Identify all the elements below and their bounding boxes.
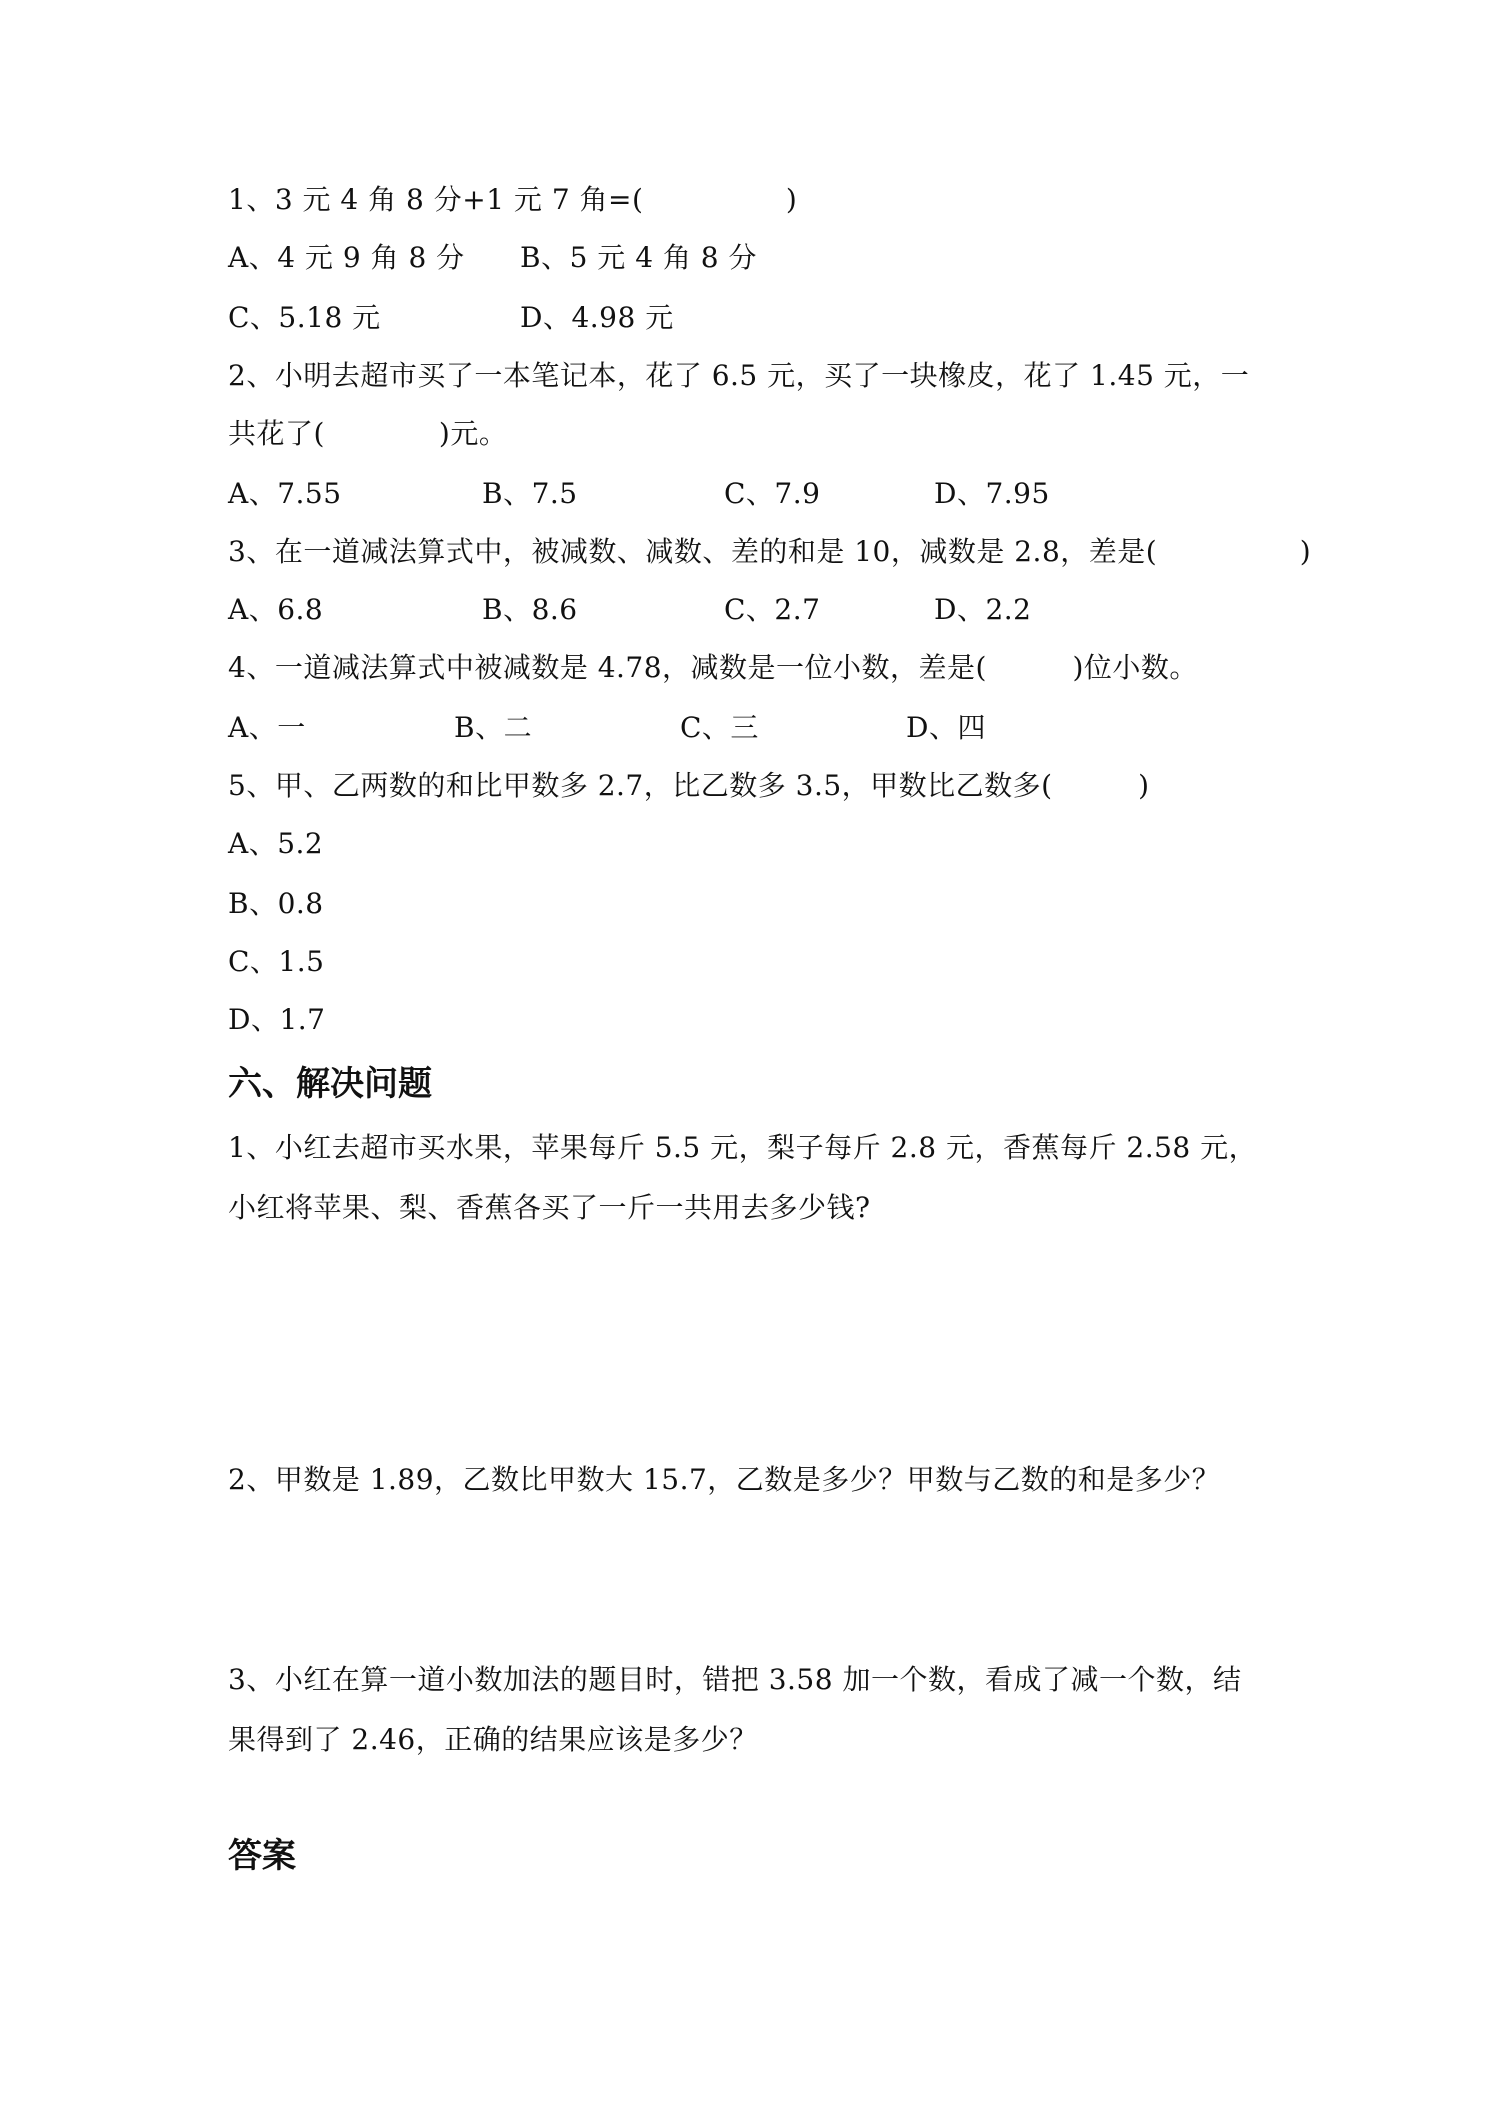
section-heading-problem-solving: 六、解决问题 [228,1064,432,1104]
problem-1-line-1: 1、小红去超市买水果，苹果每斤 5.5 元，梨子每斤 2.8 元，香蕉每斤 2.58 元， [228,1131,1258,1164]
question-3-stem: 3、在一道减法算式中，被减数、减数、差的和是 10，减数是 2.8，差是( ) [228,535,1312,568]
question-5-stem: 5、甲、乙两数的和比甲数多 2.7，比乙数多 3.5，甲数比乙数多( ) [228,769,1150,802]
question-4-option-b: B、二 [454,711,533,744]
question-1-option-d: D、4.98 元 [520,301,674,334]
question-3-option-c: C、2.7 [724,593,821,626]
question-4-option-a: A、一 [228,711,306,744]
question-5-option-b: B、0.8 [228,887,324,920]
problem-3-line-1: 3、小红在算一道小数加法的题目时，错把 3.58 加一个数，看成了减一个数，结 [228,1663,1242,1696]
question-4-stem: 4、一道减法算式中被减数是 4.78，减数是一位小数，差是( )位小数。 [228,651,1198,684]
question-1-option-b: B、5 元 4 角 8 分 [520,241,758,274]
question-3-option-a: A、6.8 [228,593,324,626]
question-4-option-c: C、三 [680,711,759,744]
question-2-stem-line-2: 共花了( )元。 [228,417,508,450]
problem-1-line-2: 小红将苹果、梨、香蕉各买了一斤一共用去多少钱? [228,1191,871,1224]
question-1-option-c: C、5.18 元 [228,301,381,334]
question-3-option-b: B、8.6 [482,593,578,626]
question-5-option-c: C、1.5 [228,945,325,978]
question-1-option-a: A、4 元 9 角 8 分 [228,241,465,274]
question-4-option-d: D、四 [906,711,986,744]
problem-3-line-2: 果得到了 2.46，正确的结果应该是多少？ [228,1723,758,1756]
question-2-option-c: C、7.9 [724,477,821,510]
problem-2-line-1: 2、甲数是 1.89，乙数比甲数大 15.7，乙数是多少？甲数与乙数的和是多少？ [228,1463,1221,1496]
answer-heading: 答案 [228,1836,296,1876]
question-3-option-d: D、2.2 [934,593,1032,626]
question-2-option-b: B、7.5 [482,477,578,510]
question-2-option-a: A、7.55 [228,477,342,510]
question-1-stem: 1、3 元 4 角 8 分+1 元 7 角=( ) [228,183,798,216]
question-5-option-d: D、1.7 [228,1003,326,1036]
question-5-option-a: A、5.2 [228,827,324,860]
question-2-stem-line-1: 2、小明去超市买了一本笔记本，花了 6.5 元，买了一块橡皮，花了 1.45 元，一 [228,359,1250,392]
question-2-option-d: D、7.95 [934,477,1050,510]
